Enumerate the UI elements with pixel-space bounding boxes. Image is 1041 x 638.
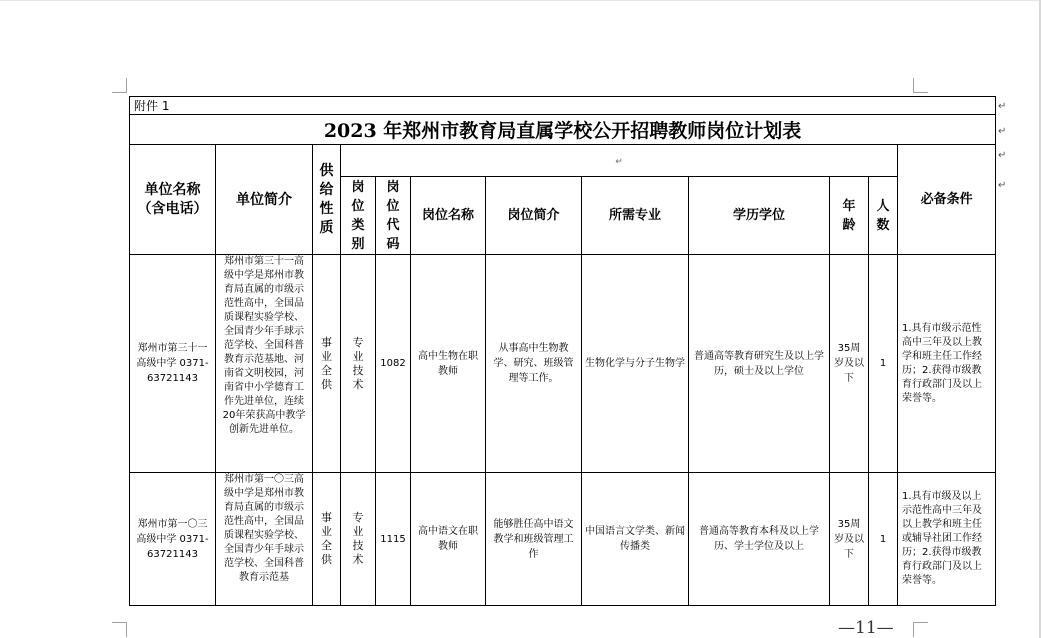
age-cell: 35周岁及以下: [830, 473, 869, 606]
header-funding: 供给性质: [313, 145, 341, 255]
post-code-cell: 1115: [376, 473, 411, 606]
unit-name-cell: 郑州市第三十一高级中学 0371-63721143: [130, 255, 216, 473]
row-end-mark: ↵: [998, 150, 1007, 161]
header-post-name: 岗位名称: [411, 177, 486, 255]
page-number: —11—: [838, 618, 894, 638]
crop-mark-bottom-right: [913, 622, 928, 637]
row-end-mark: ↵: [998, 101, 1007, 112]
header-post-intro: 岗位简介: [486, 177, 582, 255]
post-intro-cell: 能够胜任高中语文教学和班级管理工作: [486, 473, 582, 606]
header-age: 年龄: [830, 177, 869, 255]
annex-label: 附件 1: [130, 97, 996, 115]
unit-name-cell: 郑州市第一〇三高级中学 0371-63721143: [130, 473, 216, 606]
table-row: [130, 255, 996, 473]
table-row: [130, 473, 996, 606]
crop-mark-bottom-left: [112, 622, 127, 637]
conditions-cell: 1.具有市级示范性高中三年及以上教学和班主任工作经历；2.获得市级教育行政部门及以上荣誉等。: [898, 255, 996, 473]
unit-intro-cell: 郑州市第三十一高级中学是郑州市教育局直属的市级示范性高中，全国品质课程实验学校、全国青少年手球示范学校、全国科普教育示范基地、河南省文明校园，河南省中小学德育工作先进单位，连续20年荣获高中教学创新先进单位。: [216, 255, 313, 473]
conditions-cell: 1.具有市级及以上示范性高中三年及以上教学和班主任或辅导社团工作经历；2.获得市级教育行政部门及以上荣誉等。: [898, 473, 996, 606]
header-post-type: 岗位类别: [341, 177, 376, 255]
education-cell: 普通高等教育本科及以上学历、学士学位及以上: [689, 473, 830, 606]
major-cell: 中国语言文学类、新闻传播类: [582, 473, 689, 606]
crop-mark-top-right: [913, 78, 928, 93]
funding-cell: 事业全供: [313, 473, 341, 606]
post-type-cell: 专业技术: [341, 255, 376, 473]
recruitment-plan-table: [129, 96, 996, 606]
funding-cell: 事业全供: [313, 255, 341, 473]
header-count: 人数: [869, 177, 898, 255]
header-education: 学历学位: [689, 177, 830, 255]
header-conditions: 必备条件: [898, 145, 996, 255]
post-name-cell: 高中语文在职教师: [411, 473, 486, 606]
header-merged-blank: ↵: [341, 145, 898, 177]
row-end-mark: ↵: [998, 126, 1007, 137]
unit-intro-cell: 郑州市第一〇三高级中学是郑州市教育局直属的市级示范性高中，全国品质课程实验学校、全国青少年手球示范学校、全国科普教育示范基: [216, 473, 313, 606]
header-post-code: 岗位代码: [376, 177, 411, 255]
count-cell: 1: [869, 473, 898, 606]
post-name-cell: 高中生物在职教师: [411, 255, 486, 473]
post-code-cell: 1082: [376, 255, 411, 473]
page-title: 2023 年郑州市教育局直属学校公开招聘教师岗位计划表: [130, 115, 996, 145]
post-intro-cell: 从事高中生物教学、研究、班级管理等工作。: [486, 255, 582, 473]
major-cell: 生物化学与分子生物学: [582, 255, 689, 473]
header-major: 所需专业: [582, 177, 689, 255]
post-type-cell: 专业技术: [341, 473, 376, 606]
header-unit: 单位名称（含电话）: [130, 145, 216, 255]
crop-mark-top-left: [112, 78, 127, 93]
age-cell: 35周岁及以下: [830, 255, 869, 473]
row-end-mark: ↵: [998, 180, 1007, 191]
page-top-edge: [0, 0, 1041, 1]
education-cell: 普通高等教育研究生及以上学历，硕士及以上学位: [689, 255, 830, 473]
count-cell: 1: [869, 255, 898, 473]
header-unit-intro: 单位简介: [216, 145, 313, 255]
